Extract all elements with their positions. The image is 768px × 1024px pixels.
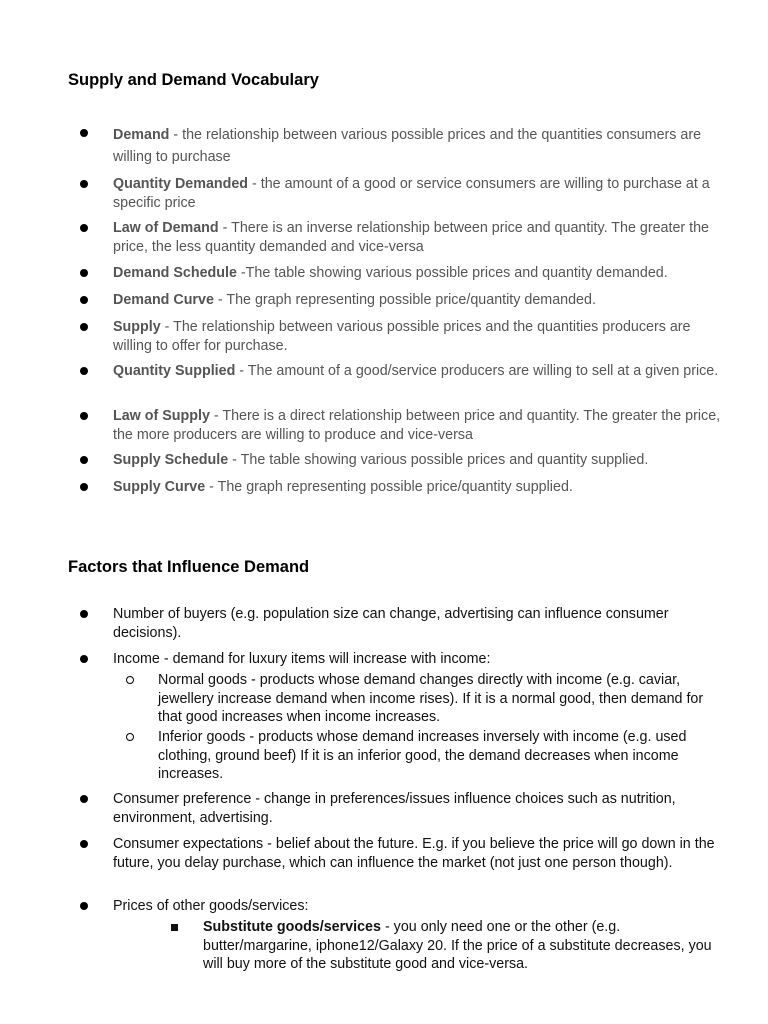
- section-title-vocabulary: Supply and Demand Vocabulary: [68, 71, 319, 89]
- definition: - There is a direct relationship between price and quantity. The greater the price, the more producers are willing to produce and vice-versa: [113, 408, 721, 443]
- definition: - The graph representing possible price/quantity demanded.: [213, 292, 596, 308]
- list-item-text: [113, 478, 728, 497]
- bullet-icon: [80, 483, 88, 491]
- definition: - The relationship between various possible prices and the quantities producers are willing to offer for purchase.: [113, 319, 691, 354]
- term: Supply: [113, 319, 161, 335]
- list-item-text: [113, 362, 728, 381]
- definition: - the amount of a good or service consumers are willing to purchase at a specific price: [113, 176, 710, 211]
- term: Demand: [113, 127, 170, 143]
- bullet-icon: [80, 180, 88, 188]
- list-item-text: [113, 318, 728, 356]
- bullet-icon: [80, 840, 88, 848]
- list-item-text: Consumer preference - change in preferences/issues influence choices such as nutrition, environment, advertising.: [113, 791, 676, 826]
- definition: - The table showing various possible prices and quantity supplied.: [228, 452, 649, 468]
- term: Law of Supply: [113, 408, 210, 424]
- definition: - There is an inverse relationship between price and quantity. The greater the price, the less quantity demanded and vice-versa: [113, 220, 710, 255]
- list-item-text: Income - demand for luxury items will increase with income:: [113, 651, 491, 667]
- term: Substitute goods/services: [203, 919, 381, 935]
- bullet-icon: [80, 367, 88, 375]
- sub-sub-list-item-text: [203, 918, 723, 974]
- definition: - the relationship between various possible prices and the quantities consumers are willing to purchase: [113, 127, 702, 165]
- section-title-factors: Factors that Influence Demand: [68, 558, 310, 576]
- list-item-text: Consumer expectations - belief about the future. E.g. if you believe the price will go down in the future, you delay purchase, which can influence the market (not just one person though).: [113, 836, 715, 871]
- definition: - The graph representing possible price/quantity supplied.: [205, 479, 573, 495]
- bullet-icon: [80, 323, 88, 331]
- term: Quantity Supplied: [113, 363, 236, 379]
- term: Quantity Demanded: [113, 176, 249, 192]
- list-item-text: [113, 291, 728, 310]
- list-item-text: [113, 451, 728, 470]
- list-item-text: Prices of other goods/services:: [113, 898, 309, 914]
- bullet-icon: [80, 902, 88, 910]
- definition: - you only need one or the other (e.g. butter/margarine, iphone12/Galaxy 20. If the price of a substitute decreases, you will buy more of the substitute good and vice-versa.: [203, 919, 712, 972]
- bullet-icon: [80, 456, 88, 464]
- bullet-icon: [80, 296, 88, 304]
- bullet-icon: [80, 224, 88, 232]
- list-item-text: [113, 175, 728, 213]
- term: Demand Schedule: [113, 265, 237, 281]
- bullet-icon: [80, 655, 88, 663]
- square-bullet-icon: [171, 924, 178, 931]
- list-item-text: [113, 264, 728, 283]
- bullet-icon: [80, 610, 88, 618]
- definition: -The table showing various possible prices and quantity demanded.: [236, 265, 668, 281]
- bullet-icon: [80, 269, 88, 277]
- list-item-text: [113, 219, 728, 257]
- bullet-icon: [80, 129, 88, 137]
- list-item-text: Number of buyers (e.g. population size can change, advertising can influence consumer decisions).: [113, 606, 669, 641]
- term: Demand Curve: [113, 292, 214, 308]
- term: Law of Demand: [113, 220, 219, 236]
- definition: - The amount of a good/service producers are willing to sell at a given price.: [235, 363, 719, 379]
- sub-list-item-text: Normal goods - products whose demand changes directly with income (e.g. caviar, jewellery increase demand when income rises). If it is a normal good, then demand for that good increases when income increases.: [158, 672, 704, 725]
- bullet-icon: [80, 795, 88, 803]
- list-item-text: [113, 407, 728, 445]
- hollow-bullet-icon: [126, 676, 134, 684]
- hollow-bullet-icon: [126, 733, 134, 741]
- bullet-icon: [80, 412, 88, 420]
- term: Supply Curve: [113, 479, 206, 495]
- sub-list-item-text: Inferior goods - products whose demand increases inversely with income (e.g. used clothing, ground beef) If it is an inferior good, the demand decreases when income increases.: [158, 729, 687, 782]
- list-item-text: [113, 124, 728, 168]
- term: Supply Schedule: [113, 452, 229, 468]
